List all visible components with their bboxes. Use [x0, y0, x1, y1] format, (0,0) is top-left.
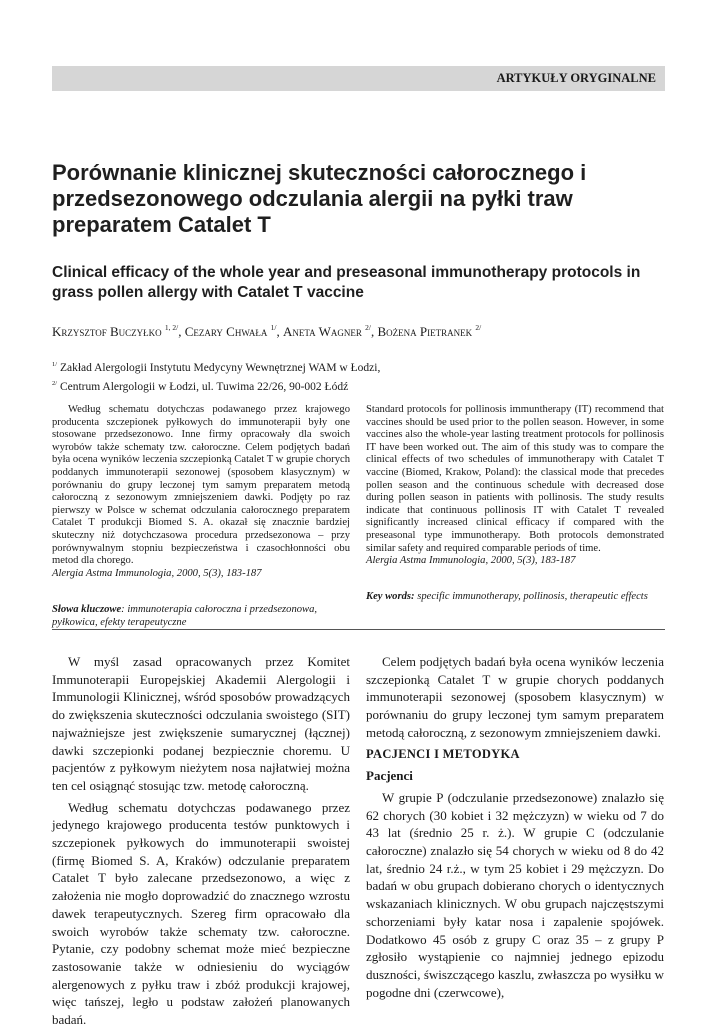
author-name: Krzysztof Buczyłko: [52, 324, 162, 339]
section-heading: PACJENCI I METODYKA: [366, 746, 520, 761]
body-column-left: [52, 653, 350, 1033]
author-name: Cezary Chwała: [184, 324, 268, 339]
section-divider: [52, 629, 665, 630]
affiliation-mark: 1/: [52, 361, 58, 368]
keywords-english-label: Key words:: [366, 591, 415, 602]
body-paragraph: W myśl zasad opracowanych przez Komitet Immunoterapii Europejskiej Akademii Alergologii i Immunologii Klinicznej, wśród sposobów prowadzących do zwiększenia skuteczności odczulania swoistego (SIT) najważniejsze jest zwiększenie sumarycznej (łącznej) dawki szczepionki podanej bezpiecznie choremu. U pacjentów z pyłkowym nieżytem nosa najłatwiej można ten cel osiągnąć stosując tzw. metodę całoroczną.: [52, 654, 350, 793]
author-affiliation-mark: 2/: [475, 323, 482, 332]
abstract-english: [366, 404, 664, 568]
section-label: ARTYKUŁY ORYGINALNE: [496, 71, 656, 85]
body-paragraph: Celem podjętych badań była ocena wyników leczenia szczepionką Catalet T w grupie chorych poddanych immunoterapii sezonowej (sposobem klasycznym) w porównaniu do grupy leczonej tym samym preparatem metodą całoroczną, z sezonowym zmniejszeniem dawki.: [366, 654, 664, 740]
keywords-polish: [52, 604, 350, 629]
body-paragraph: W grupie P (odczulanie przedsezonowe) znalazło się 62 chorych (30 kobiet i 32 mężczyzn) w wieku od 7 do 43 lat (średnio 25 r. ż.). W grupie C (odczulanie całoroczne) znalazło się 54 chorych w wieku od 8 do 42 lat, średnio 24 r.ż., w tym 25 kobiet i 29 mężczyzn. Do badań w obu grupach dobierano chorych o identycznych wskazaniach klinicznych. W obu grupach najczęstszymi schorzeniami były katar nosa i zapalenie spojówek. Dodatkowo 45 osób z grupy C oraz 35 – z grupy P zgłosiło wystąpienie co najmniej jednego epizodu duszności, świszczącego kaszlu, zwłaszcza po wysiłku w pogodne dni (czerwcowe),: [366, 789, 664, 1000]
section-banner: [52, 66, 665, 91]
affiliations: [52, 357, 380, 395]
keywords-english-text: specific immunotherapy, pollinosis, therapeutic effects: [414, 591, 648, 602]
subsection-heading: Pacjenci: [366, 768, 413, 784]
abstract-polish-citation: Alergia Astma Immunologia, 2000, 5(3), 183-187: [52, 567, 262, 579]
author-name: Bożena Pietranek: [377, 324, 473, 339]
author-affiliation-mark: 2/: [365, 323, 371, 332]
article-title-english: Clinical efficacy of the whole year and preseasonal immunotherapy protocols in grass pollen allergy with Catalet T vaccine: [52, 264, 641, 301]
body-column-right: [366, 653, 664, 1005]
keywords-polish-text: : immunoterapia całoroczna i przedsezonowa, pyłkowica, efekty terapeutyczne: [52, 604, 318, 628]
article-title-polish: Porównanie klinicznej skuteczności całorocznego i przedsezonowego odczulania alergii na pyłki traw preparatem Catalet T: [52, 160, 587, 237]
affiliation-text: Centrum Alergologii w Łodzi, ul. Tuwima 22/26, 90-002 Łódź: [59, 381, 349, 393]
keywords-polish-label: Słowa kluczowe: [52, 604, 122, 615]
abstract-english-text: Standard protocols for pollinosis immuntherapy (IT) recommend that vaccines should be used prior to the pollen season. However, in some vaccines also the whole-year lasting treatment protocols for pollinosis IT have been worked out. The aim of this study was to compare the clinical effects of two schedules of immunotherapy with Catalet T vaccine (Biomed, Krakow, Poland): the classical mode that precedes pollen season and the continuous schedule with decreased dose during pollen season in patients with pollinosis. The study results indicate that continuous pollinosis IT with Catalet T revealed significantly increased clinical efficacy if compared with the preseasonal type immunotherapy. Both protocols demonstrated similar safety and required comparable periods of time.: [366, 404, 664, 554]
keywords-english: [366, 591, 664, 604]
body-paragraph: Według schematu dotychczas podawanego przez jedynego krajowego producenta testów punktowych i szczepionek pyłkowych do immunoterapii swoistej (firmę Biomed S. A, Kraków) odczulanie preparatem Catalet T było zalecane przedsezonowo, a więc z założenia nie mogło doprowadzić do znacznego wzrostu dawek terapeutycznych. Szereg firm opracowało dla swoich wyrobów także schematy tzw. całoroczne. Pytanie, czy podobny schemat może mieć bezpieczne zastosowanie także w odniesieniu do wyciągów alergenowych z pyłku traw i zbóż produkcji krajowej, więc tańszej, legło u podstaw założeń planowanych badań.: [52, 799, 350, 1028]
abstract-polish: [52, 404, 350, 580]
affiliation-text: Zakład Alergologii Instytutu Medycyny Wewnętrznej WAM w Łodzi,: [59, 362, 381, 374]
abstract-english-citation: Alergia Astma Immunologia, 2000, 5(3), 183-187: [366, 555, 576, 567]
author-list: Krzysztof Buczyłko $^{1, 2/}$, Cezary Chwała $^{1/}$, Aneta Wagner $^{2/}$, Bożena Pietranek $^{2/}$: [52, 323, 482, 339]
affiliation-line: [52, 376, 380, 395]
author-name: Aneta Wagner: [282, 324, 362, 339]
author-affiliation-mark: 1, 2/: [164, 323, 179, 332]
author-affiliation-mark: 1/: [270, 323, 277, 332]
affiliation-mark: 2/: [52, 380, 58, 387]
abstract-polish-text: Według schematu dotychczas podawanego przez krajowego producenta szczepionek pyłkowych do immunoterapii były one stosowane przedsezonowo. Inne firmy opracowały dla swoich wyrobów także schematy tzw. całoroczne. Celem podjętych badań była ocena wyników leczenia szczepionką Catalet T w grupie chorych poddanych immunoterapii sezonowej (sposobem klasycznym) w porównaniu do grupy leczonej tym samym preparatem metodą całoroczną z sezonowym zmniejszeniem dawki. Podjęty po raz pierwszy w Polsce w schemat odczulania całorocznego preparatem Catalet T produkcji Biomed S. A. okazał się znacznie bardziej skuteczny niż dotychczasowa procedura przedsezonowa – przy porównywalnym stopniu bezpieczeństwa i czasochłonności obu metod dla chorego.: [52, 404, 350, 567]
affiliation-line: [52, 357, 380, 376]
